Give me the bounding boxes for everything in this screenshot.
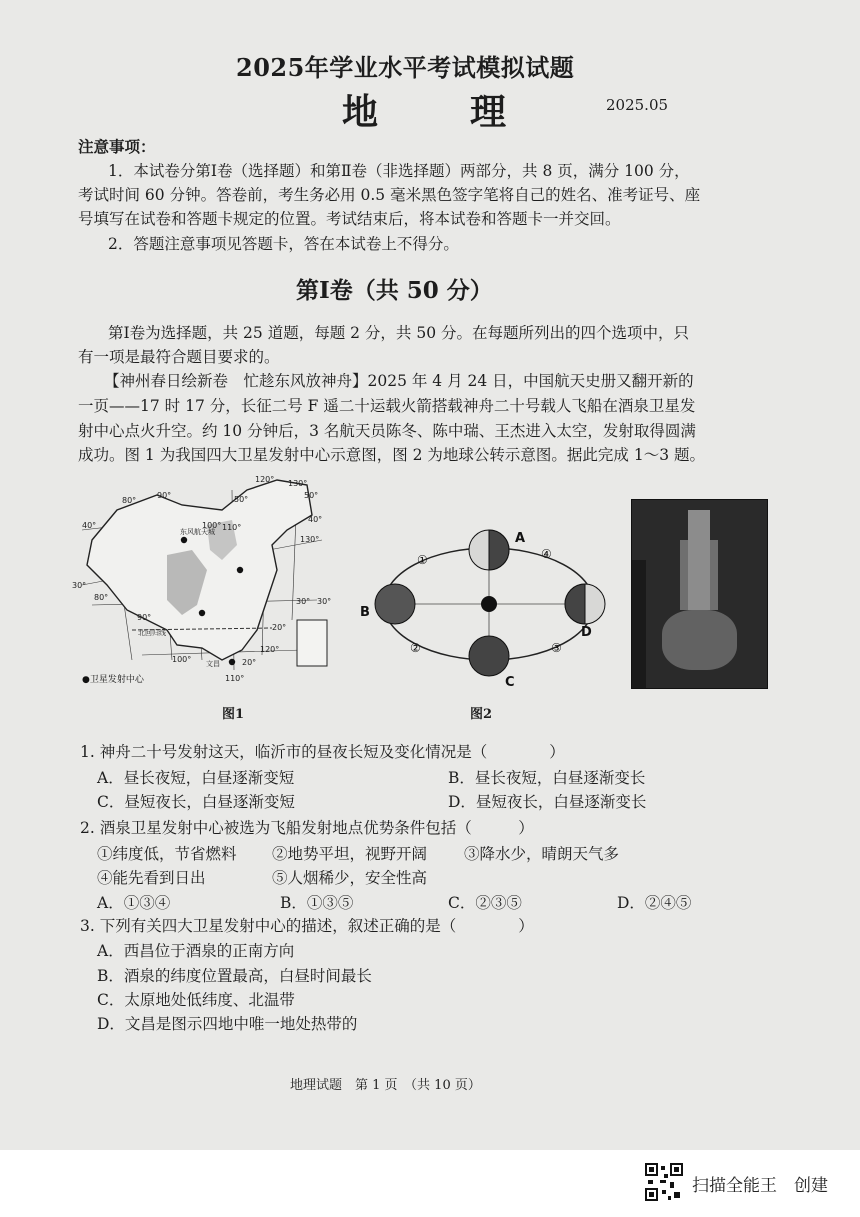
arc-3: ③	[551, 641, 562, 655]
notice-line: 考试时间 60 分钟。答卷前，考生务必用 0.5 毫米黑色签字笔将自己的姓名、准考证号、座	[78, 186, 701, 204]
point-b: B	[360, 605, 370, 620]
svg-text:30°: 30°	[72, 581, 87, 590]
figure2-caption: 图2	[470, 707, 493, 722]
notice-line: 2．答题注意事项见答题卡，答在本试卷上不得分。	[108, 235, 459, 253]
q2-option-d[interactable]: D．②④⑤	[617, 894, 692, 912]
section-title: 第Ⅰ卷（共 50 分）	[296, 277, 493, 304]
sun	[481, 596, 497, 612]
page-footer: 地理试题 第 1 页 （共 10 页）	[290, 1078, 481, 1093]
svg-text:130°: 130°	[288, 479, 308, 488]
svg-text:80°: 80°	[94, 593, 109, 602]
question-3-stem: 3. 下列有关四大卫星发射中心的描述，叙述正确的是（ ）	[80, 917, 534, 935]
svg-text:30°: 30°	[317, 597, 332, 606]
question-2-stem: 2. 酒泉卫星发射中心被选为飞船发射地点优势条件包括（ ）	[80, 819, 534, 837]
figure1-caption: 图1	[222, 707, 245, 722]
passage-line: 射中心点火升空。约 10 分钟后，3 名航天员陈冬、陈中瑞、王杰进入太空，发射取得圆满	[78, 422, 696, 440]
section-intro: 第Ⅰ卷为选择题，共 25 道题，每题 2 分，共 50 分。在每题所列出的四个选项中，只	[108, 324, 689, 342]
svg-text:50°: 50°	[234, 495, 249, 504]
wenchang-marker	[229, 659, 235, 665]
svg-text:120°: 120°	[255, 475, 275, 484]
q2-condition: ④能先看到日出	[97, 869, 206, 887]
xichang-marker	[199, 610, 205, 616]
arc-1: ①	[417, 553, 428, 567]
q1-option-d[interactable]: D．昼短夜长，白昼逐渐变长	[448, 793, 647, 811]
q1-option-b[interactable]: B．昼长夜短，白昼逐渐变长	[448, 769, 646, 787]
exam-date: 2025.05	[606, 96, 669, 114]
svg-text:90°: 90°	[157, 491, 172, 500]
q2-condition: ①纬度低，节省燃料	[97, 845, 237, 863]
svg-text:80°: 80°	[122, 496, 137, 505]
q1-option-a[interactable]: A．昼长夜短，白昼逐渐变短	[97, 769, 295, 787]
passage-line: 一页——17 时 17 分，长征二号 F 遥二十运载火箭搭载神舟二十号载人飞船在酒泉卫星发	[78, 397, 696, 415]
q2-option-c[interactable]: C．②③⑤	[448, 894, 522, 912]
q3-option-b[interactable]: B．酒泉的纬度位置最高，白昼时间最长	[97, 967, 372, 985]
svg-text:20°: 20°	[242, 658, 257, 667]
question-1-stem: 1. 神舟二十号发射这天，临沂市的昼夜长短及变化情况是（ ）	[80, 743, 565, 761]
notice-heading: 注意事项：	[78, 137, 156, 156]
point-c: C	[505, 675, 515, 688]
earth-orbit-diagram	[355, 518, 620, 688]
svg-text:90°: 90°	[137, 613, 152, 622]
svg-text:40°: 40°	[308, 515, 323, 524]
qr-code-icon	[644, 1162, 684, 1202]
passage-line: 成功。图 1 为我国四大卫星发射中心示意图，图 2 为地球公转示意图。据此完成 1～3 题。	[78, 446, 706, 464]
point-d: D	[581, 625, 592, 640]
map-legend: ●卫星发射中心	[82, 675, 144, 685]
svg-text:120°: 120°	[260, 645, 280, 654]
svg-text:北回归线: 北回归线	[138, 629, 166, 637]
jiuquan-marker	[181, 537, 187, 543]
svg-text:100°: 100°	[172, 655, 192, 664]
svg-text:40°: 40°	[82, 521, 97, 530]
taiyuan-marker	[237, 567, 243, 573]
svg-text:30°: 30°	[296, 597, 311, 606]
svg-text:东风航天城: 东风航天城	[180, 528, 215, 536]
subject-title: 地 理	[342, 91, 535, 133]
arc-2: ②	[410, 641, 421, 655]
q2-option-b[interactable]: B．①③⑤	[280, 894, 354, 912]
notice-line: 1．本试卷分第Ⅰ卷（选择题）和第Ⅱ卷（非选择题）两部分，共 8 页，满分 100 分，	[108, 162, 690, 180]
scanner-watermark: 扫描全能王 创建	[692, 1176, 828, 1196]
notice-line: 号填写在试卷和答题卡规定的位置。考试结束后，将本试卷和答题卡一并交回。	[78, 210, 621, 228]
svg-text:110°: 110°	[225, 674, 245, 683]
q1-option-c[interactable]: C．昼短夜长，白昼逐渐变短	[97, 793, 295, 811]
q2-condition: ②地势平坦，视野开阔	[272, 845, 428, 863]
point-a: A	[515, 531, 526, 546]
svg-text:100°: 100°	[202, 521, 222, 530]
q3-option-c[interactable]: C．太原地处低纬度、北温带	[97, 991, 295, 1009]
south-sea-inset	[297, 620, 327, 666]
q2-condition: ⑤人烟稀少，安全性高	[272, 869, 428, 887]
passage-line: 【神州春日绘新卷 忙趁东风放神舟】2025 年 4 月 24 日，中国航天史册又翻开新的	[104, 372, 694, 390]
q3-option-a[interactable]: A．西昌位于酒泉的正南方向	[97, 942, 295, 960]
section-intro: 有一项是最符合题目要求的。	[78, 348, 280, 366]
svg-text:130°: 130°	[300, 535, 320, 544]
arc-4: ④	[541, 547, 552, 561]
svg-text:文昌: 文昌	[206, 660, 220, 668]
rocket-launch-photo	[631, 499, 768, 689]
china-launch-map	[72, 470, 342, 690]
svg-text:50°: 50°	[304, 491, 319, 500]
exam-title: 2025年学业水平考试模拟试题	[236, 53, 575, 82]
svg-text:110°: 110°	[222, 523, 242, 532]
svg-text:20°: 20°	[272, 623, 287, 632]
q2-condition: ③降水少，晴朗天气多	[464, 845, 620, 863]
q3-option-d[interactable]: D．文昌是图示四地中唯一地处热带的	[97, 1015, 358, 1033]
q2-option-a[interactable]: A．①③④	[97, 894, 171, 912]
